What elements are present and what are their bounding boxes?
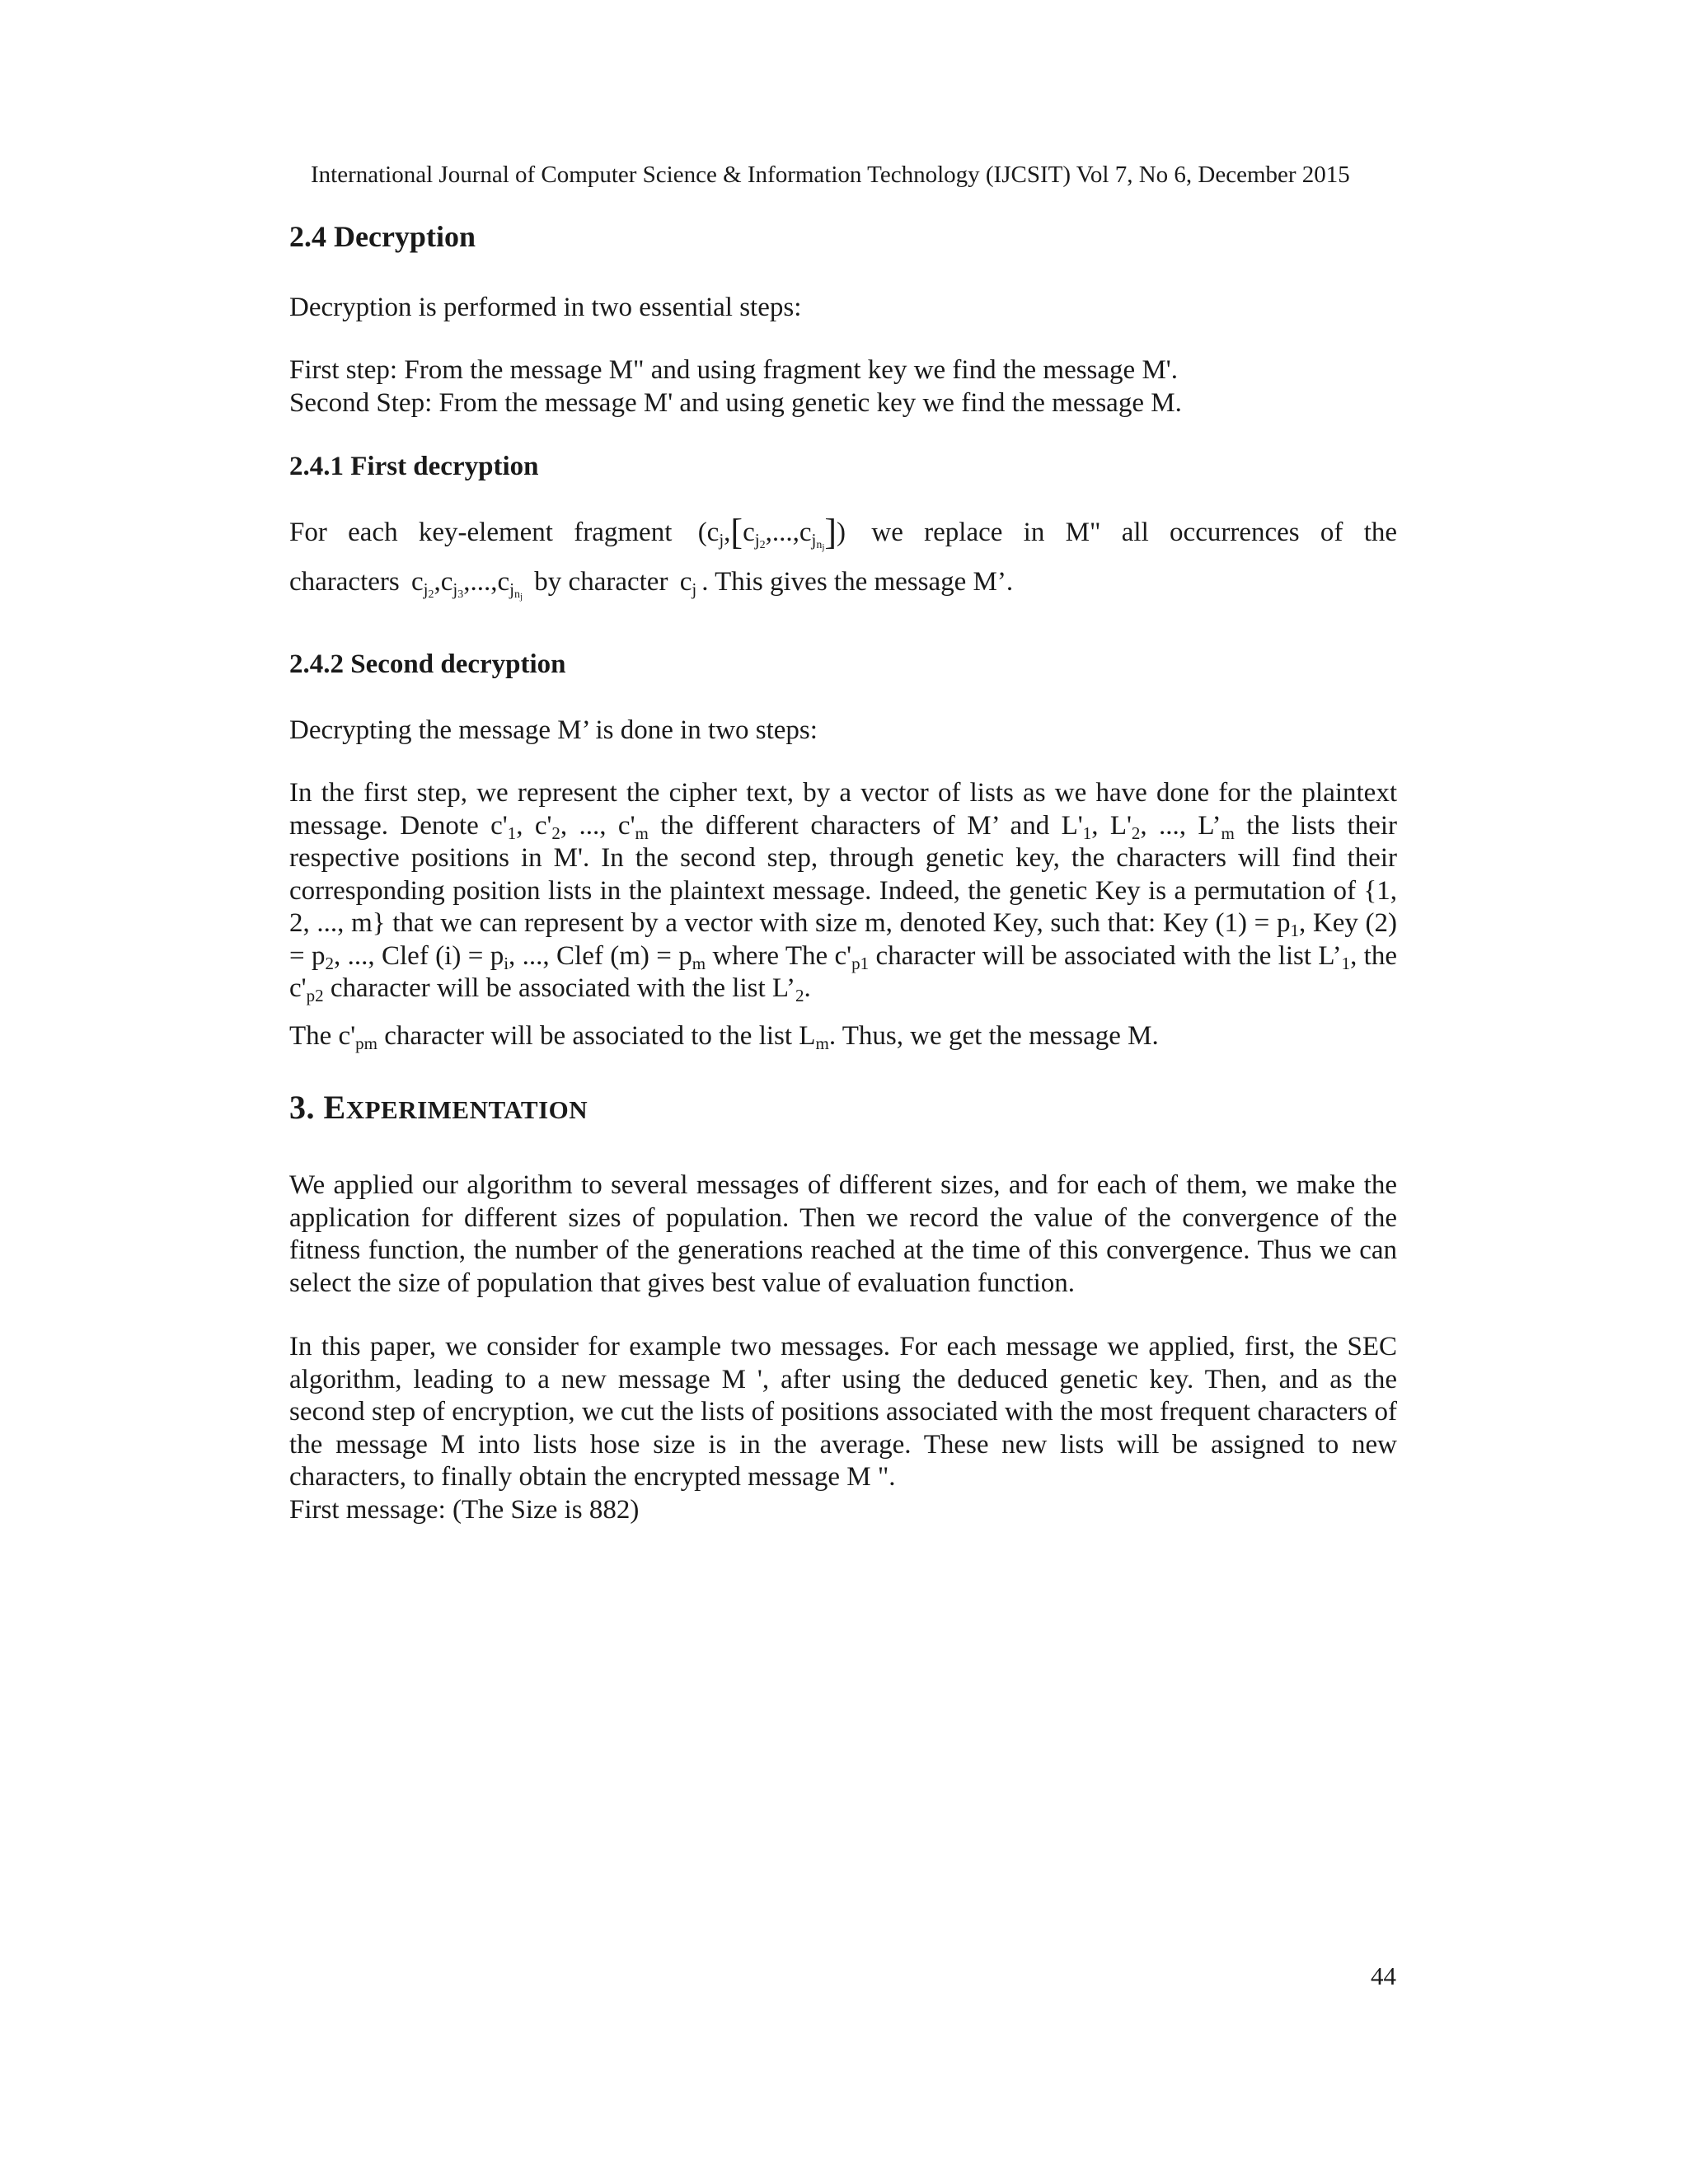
text-run: character will be associated to the list L: [377, 1020, 816, 1051]
decryption-intro: [289, 292, 1397, 325]
text-run: , ..., Clef (i) = p: [334, 940, 504, 971]
text-run: character will be associated with the list L’: [869, 940, 1342, 971]
section-3-number: 3. E: [289, 1089, 346, 1126]
experimentation-paragraph-1-text: We applied our algorithm to several messages of different sizes, and for each of them, we make the application for different sizes of population. Then we record the value of the convergence of the fitness function, the number of the generations reached at the time of this convergence. Thus we can select the size of population that gives best value of evaluation function.: [289, 1170, 1397, 1298]
second-decryption-conclusion: The $c'_{pm}$ character will be associated to the list $L_m$. Thus, we get the message M.: [289, 1020, 1159, 1053]
text-run: , ..., Clef (m) = p: [509, 940, 692, 971]
first-decryption-text-e: . This gives the message M’.: [701, 566, 1014, 597]
text-run: .: [804, 973, 811, 1003]
decryption-step-2: Second Step: From the message M' and using genetic key we find the message M.: [289, 387, 1182, 418]
second-decryption-paragraph-text: In the first step, we represent the cipher text, by a vector of lists as we have done for the plaintext message. Denote $c'_1$, $c'_2$, ..., $c'_m$ the different characters of M’ and $L'_1$, $L'_2$, ..., $L’_m$ the lists their respective positions in M'. In the second step, through genetic key, the characters will find their corresponding position lists in the plaintext message. Indeed, the genetic Key is a permutation of {1, 2, ..., m} that we can represent by a vector with size m, denoted Key, such that: Key $(1) = p_1$, Key $(2) = p_2$, ..., Clef $(i) = p_i$, ..., Clef $(m) = p_m$ where The $c'_{p1}$ character will be associated with the list $L’_1$, the $c'_{p2}$ character will be associated with the list $L’_2$.: [289, 778, 1398, 1005]
first-decryption-text-a: For each key-element fragment: [289, 518, 673, 547]
first-decryption-text-c: characters: [289, 566, 400, 597]
text-run: the lists their respective positions in M'. In the second step, through genetic key, the characters will find their corresponding position lists in the plaintext message. Indeed, the genetic Key is a permutation of {1, 2, ..., m} that we can represent by a vector with size m, denoted Key, such that: Key (1) = p: [289, 810, 1398, 938]
first-decryption-text-d: by character: [534, 566, 668, 597]
text-run: where The c': [706, 940, 852, 971]
section-3-title-text: XPERIMENTATION: [345, 1095, 588, 1124]
text-run: , ..., c': [560, 810, 635, 841]
text-run: The c': [289, 1020, 356, 1051]
fragment-formula: $(c_j,[c_{j_2},...,c_{j_{n_j}}])$: [697, 512, 846, 552]
text-run: , L': [1091, 810, 1132, 841]
text-run: , ..., L’: [1140, 810, 1221, 841]
decryption-steps: [289, 354, 1397, 419]
section-title-2-4: 2.4 Decryption: [289, 220, 476, 253]
experimentation-paragraph-1: [289, 1169, 1397, 1300]
text-run: the different characters of M’ and L': [648, 810, 1083, 841]
running-header: International Journal of Computer Science & Information Technology (IJCSIT) Vol 7, No 6, December 2015: [311, 162, 1350, 188]
page-number: 44: [1371, 1961, 1396, 1990]
second-decryption-paragraph: [289, 777, 1397, 1052]
first-decryption-line-1: [289, 512, 1398, 552]
decryption-step-1: First step: From the message M" and using fragment key we find the message M'.: [289, 355, 1178, 385]
first-decryption-line-2: [289, 566, 1397, 602]
text-run: . Thus, we get the message M.: [828, 1020, 1159, 1051]
text-run: , c': [516, 810, 552, 841]
second-decryption-intro: [289, 715, 1397, 748]
experimentation-paragraph-2-text: In this paper, we consider for example two messages. For each message we applied, first, the SEC algorithm, leading to a new message M ', after using the deduced genetic key. Then, and as the second step of encryption, we cut the lists of positions associated with the most frequent characters of the message M into lists hose size is in the average. These new lists will be assigned to new characters, to finally obtain the encrypted message M ".: [289, 1332, 1397, 1492]
first-decryption-text-b: we replace in M" all occurrences of the: [871, 518, 1398, 547]
first-decryption-paragraph: [289, 512, 1398, 602]
section-title-2-4-1: 2.4.1 First decryption: [289, 452, 539, 481]
text-run: , Key (2) = p: [289, 908, 1397, 971]
text-run: , the c': [289, 940, 1398, 1003]
first-message-label: First message: (The Size is 882): [289, 1494, 640, 1525]
characters-formula: $c_{j_2},c_{j_3},...,c_{j_{n_j}}$: [410, 566, 523, 602]
text-run: In the first step, we represent the cipher text, by a vector of lists as we have done for the plaintext message. Denote c': [289, 778, 1397, 841]
section-title-3: [289, 1088, 588, 1127]
section-title-2-4-2: 2.4.2 Second decryption: [289, 649, 566, 679]
text-run: character will be associated with the list L’: [323, 973, 796, 1003]
experimentation-paragraph-2: [289, 1331, 1397, 1526]
second-decryption-intro-text: Decrypting the message M’ is done in two steps:: [289, 715, 818, 745]
cj-formula: $c_j$: [679, 566, 697, 599]
decryption-intro-text: Decryption is performed in two essential steps:: [289, 293, 802, 322]
